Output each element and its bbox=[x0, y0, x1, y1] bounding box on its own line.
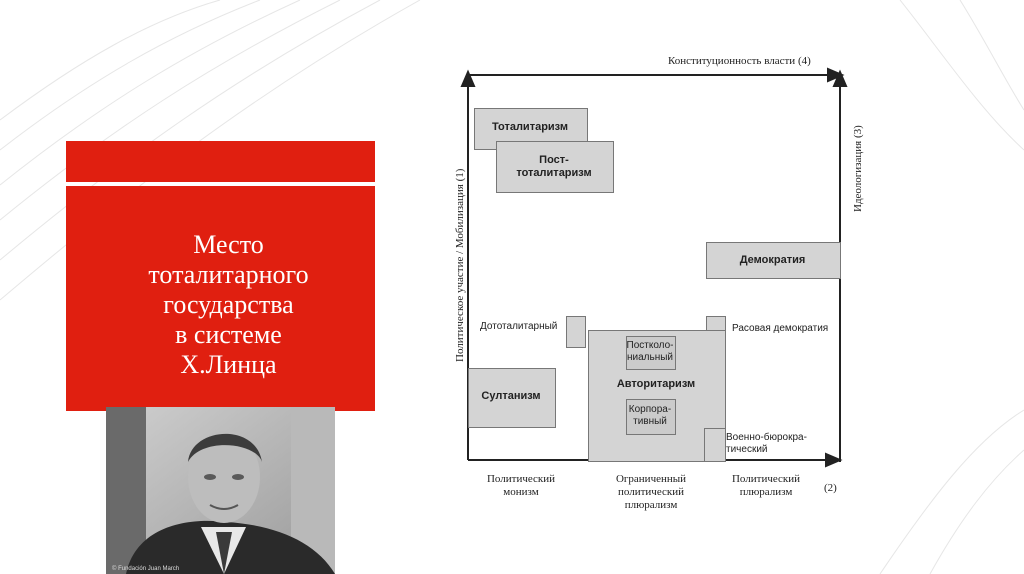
left-axis-label: Политическое участие / Мобилизация (1) bbox=[454, 168, 466, 362]
postcolonial-label: Постколо- ниальный bbox=[626, 340, 674, 363]
right-axis-label: Идеологизация (3) bbox=[852, 125, 864, 212]
military-bureaucratic-box bbox=[704, 428, 726, 462]
photo-caption: © Fundación Juan March bbox=[112, 566, 180, 572]
portrait-image bbox=[106, 407, 335, 574]
x-label-monism: Политический монизм bbox=[486, 473, 556, 498]
top-axis-label: Конституционность власти (4) bbox=[668, 55, 811, 67]
corporative-label: Корпора- тивный bbox=[628, 404, 672, 427]
portrait-photo bbox=[106, 407, 335, 574]
military-bureaucratic-label: Военно-бюрокра- тический bbox=[726, 432, 807, 455]
linz-regime-diagram bbox=[440, 30, 864, 530]
sultanism-label: Султанизм bbox=[481, 390, 541, 402]
slide-title: Место тоталитарного государства в системе Х.Линца bbox=[148, 229, 309, 379]
democracy-label: Демократия bbox=[739, 254, 806, 266]
totalitarianism-label: Тоталитаризм bbox=[491, 121, 569, 133]
post-totalitarianism-label: Пост- тоталитаризм bbox=[516, 154, 592, 179]
red-accent-bar bbox=[66, 141, 375, 182]
x-axis-number: (2) bbox=[824, 482, 837, 494]
authoritarianism-label: Авторитаризм bbox=[616, 378, 696, 390]
x-label-pluralism: Политический плюрализм bbox=[731, 473, 801, 498]
pretotalitarian-label: Дототалитарный bbox=[480, 321, 558, 332]
x-label-limited-pluralism: Ограниченный политический плюрализм bbox=[615, 473, 687, 511]
title-panel bbox=[66, 186, 375, 411]
racial-democracy-label: Расовая демократия bbox=[732, 323, 829, 334]
